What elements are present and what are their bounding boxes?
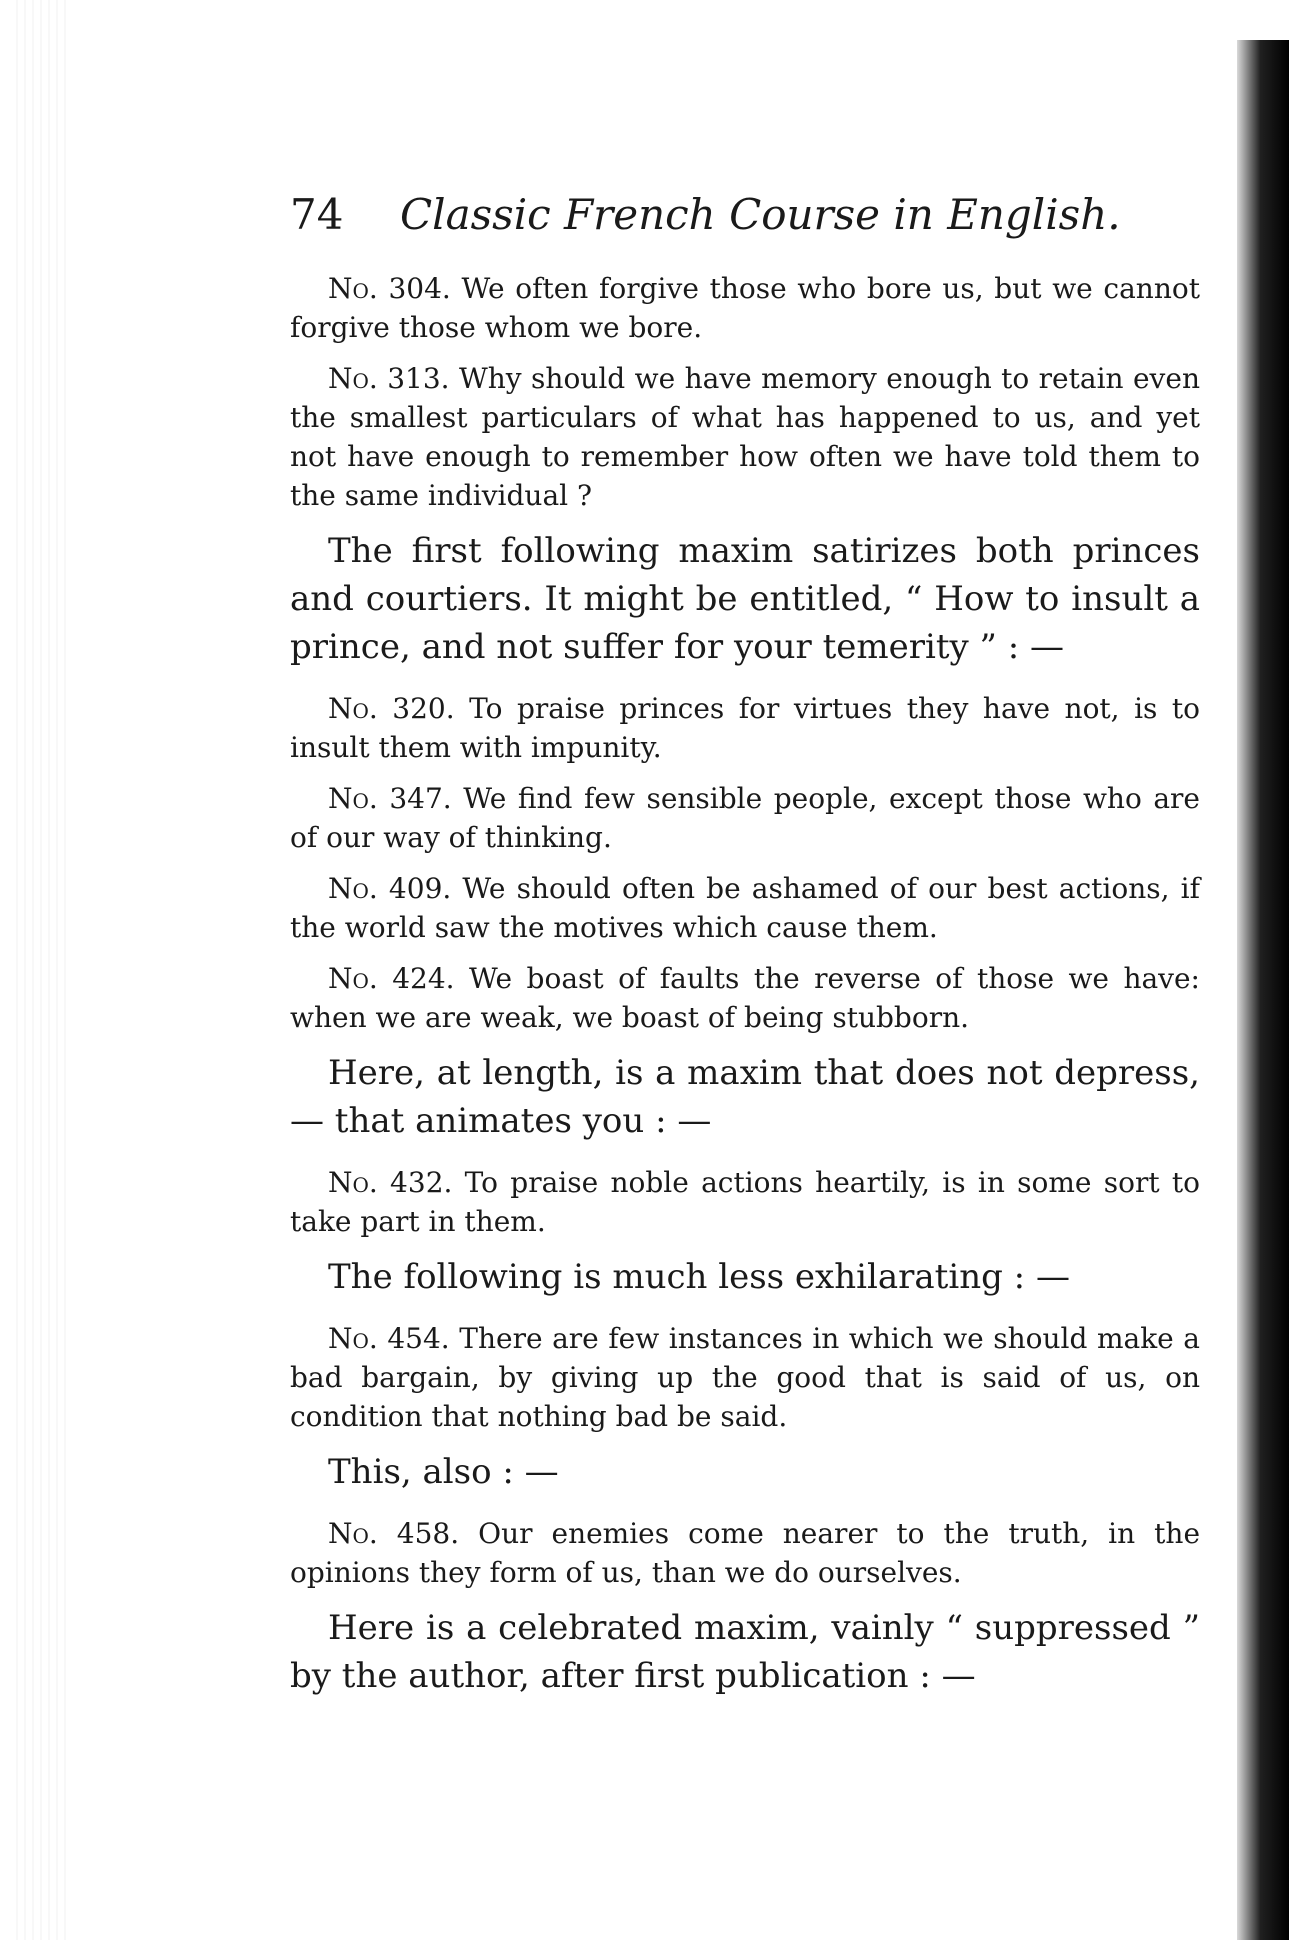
maxim-number: No. 347. bbox=[328, 782, 452, 815]
maxim-number: No. 424. bbox=[328, 962, 455, 995]
maxim-number: No. 320. bbox=[328, 692, 455, 725]
binding-edge bbox=[10, 0, 70, 1940]
maxim-text: To praise noble actions heartily, is in some sort to take part in them. bbox=[290, 1166, 1200, 1238]
maxim-text: There are few instances in which we should make a bad bargain, by giving up the good that is said of us, on condition that nothing bad be said. bbox=[290, 1322, 1201, 1433]
maxim-424 bbox=[290, 959, 1200, 1037]
maxim-number: No. 313. bbox=[328, 362, 450, 395]
book-page bbox=[290, 190, 1200, 1718]
running-title: Classic French Course in English. bbox=[400, 190, 1121, 239]
maxim-409 bbox=[290, 869, 1200, 947]
maxim-number: No. 432. bbox=[328, 1166, 453, 1199]
maxim-number: No. 304. bbox=[328, 272, 451, 305]
maxim-454 bbox=[290, 1319, 1200, 1436]
page-fore-edge bbox=[1237, 40, 1289, 1940]
maxim-text: Why should we have memory enough to retain even the smallest particulars of what has happened to us, and yet not have enough to remember how often we have told them to the same individual ? bbox=[290, 362, 1200, 512]
commentary-paragraph: Here is a celebrated maxim, vainly “ suppressed ” by the author, after first publication : — bbox=[290, 1608, 1200, 1696]
commentary-paragraph: Here, at length, is a maxim that does not depress, — that animates you : — bbox=[290, 1053, 1200, 1141]
maxim-text: We find few sensible people, except those who are of our way of thinking. bbox=[290, 782, 1200, 854]
maxim-number: No. 409. bbox=[328, 872, 452, 905]
maxim-text: To praise princes for virtues they have not, is to insult them with impunity. bbox=[290, 692, 1201, 764]
commentary-paragraph: The following is much less exhilarating : — bbox=[328, 1257, 1070, 1297]
maxim-347 bbox=[290, 779, 1200, 857]
commentary-paragraph: The first following maxim satirizes both princes and courtiers. It might be entitled, “ How to insult a prince, and not suffer for your temerity ” : — bbox=[290, 531, 1200, 667]
maxim-text: We often forgive those who bore us, but we cannot forgive those whom we bore. bbox=[290, 272, 1200, 344]
maxim-text: We boast of faults the reverse of those we have: when we are weak, we boast of being stubborn. bbox=[290, 962, 1200, 1034]
maxim-320 bbox=[290, 689, 1200, 767]
maxim-304 bbox=[290, 269, 1200, 347]
running-header bbox=[290, 190, 1200, 239]
maxim-number: No. 454. bbox=[328, 1322, 450, 1355]
maxim-432 bbox=[290, 1163, 1200, 1241]
commentary-paragraph: This, also : — bbox=[328, 1452, 559, 1492]
maxim-458 bbox=[290, 1514, 1200, 1592]
maxim-number: No. 458. bbox=[328, 1517, 460, 1550]
page-number: 74 bbox=[290, 190, 344, 239]
maxim-313 bbox=[290, 359, 1200, 515]
maxim-text: Our enemies come nearer to the truth, in the opinions they form of us, than we do ourselves. bbox=[290, 1517, 1201, 1589]
maxim-text: We should often be ashamed of our best actions, if the world saw the motives which cause them. bbox=[290, 872, 1200, 944]
